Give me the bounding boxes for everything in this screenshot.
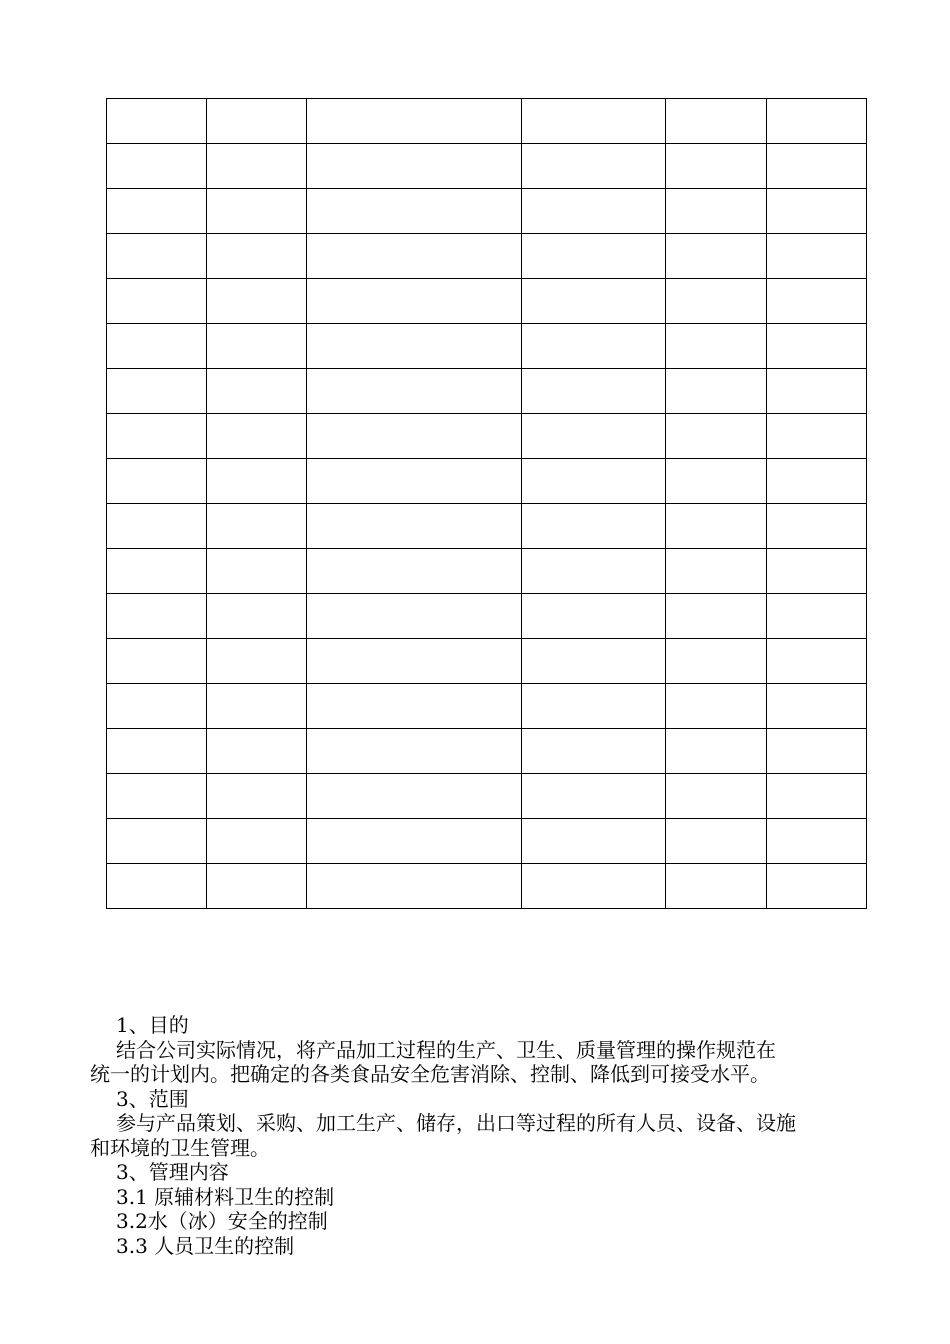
table-cell <box>666 864 767 909</box>
table-cell <box>307 819 522 864</box>
table-row <box>107 504 867 549</box>
table-cell <box>522 504 666 549</box>
table-cell <box>207 639 307 684</box>
table-cell <box>207 864 307 909</box>
table-cell <box>307 504 522 549</box>
table-cell <box>767 549 867 594</box>
table-row <box>107 369 867 414</box>
table-cell <box>522 639 666 684</box>
table-cell <box>207 549 307 594</box>
table-cell <box>522 324 666 369</box>
table-cell <box>307 684 522 729</box>
table-cell <box>107 594 207 639</box>
table-cell <box>666 549 767 594</box>
table-cell <box>522 684 666 729</box>
table-cell <box>522 729 666 774</box>
table-cell <box>666 819 767 864</box>
scope-paragraph-line-1: 参与产品策划、采购、加工生产、储存，出口等过程的所有人员、设备、设施 <box>116 1111 796 1135</box>
table-cell <box>107 99 207 144</box>
table-cell <box>107 459 207 504</box>
table-cell <box>307 774 522 819</box>
table-cell <box>107 189 207 234</box>
table-cell <box>207 279 307 324</box>
table-cell <box>767 369 867 414</box>
section-3-3: 3.3 人员卫生的控制 <box>116 1233 295 1258</box>
table-cell <box>207 414 307 459</box>
table-cell <box>207 684 307 729</box>
table-cell <box>767 864 867 909</box>
table-row <box>107 189 867 234</box>
table-cell <box>767 279 867 324</box>
table-cell <box>307 594 522 639</box>
table-cell <box>107 774 207 819</box>
table-cell <box>207 819 307 864</box>
table-cell <box>666 414 767 459</box>
table-row <box>107 99 867 144</box>
table-cell <box>207 324 307 369</box>
table-cell <box>207 504 307 549</box>
table-cell <box>767 189 867 234</box>
table-cell <box>666 189 767 234</box>
table-cell <box>666 774 767 819</box>
table-cell <box>307 729 522 774</box>
table-cell <box>107 369 207 414</box>
table-cell <box>107 144 207 189</box>
table-cell <box>522 459 666 504</box>
table-cell <box>522 594 666 639</box>
table-cell <box>207 459 307 504</box>
purpose-heading: 1、目的 <box>116 1013 189 1037</box>
table-cell <box>522 279 666 324</box>
table-cell <box>767 729 867 774</box>
table-cell <box>666 594 767 639</box>
table-cell <box>207 729 307 774</box>
table-cell <box>207 369 307 414</box>
record-table-body <box>107 99 867 909</box>
table-cell <box>666 99 767 144</box>
table-cell <box>666 369 767 414</box>
document-body <box>90 1013 890 1258</box>
table-cell <box>307 549 522 594</box>
table-cell <box>207 234 307 279</box>
table-cell <box>107 684 207 729</box>
table-row <box>107 549 867 594</box>
table-cell <box>307 369 522 414</box>
table-cell <box>666 504 767 549</box>
table-row <box>107 684 867 729</box>
table-cell <box>307 99 522 144</box>
table-cell <box>522 774 666 819</box>
table-cell <box>107 549 207 594</box>
table-row <box>107 459 867 504</box>
table-cell <box>522 99 666 144</box>
table-cell <box>767 324 867 369</box>
table-row <box>107 594 867 639</box>
table-cell <box>767 99 867 144</box>
table-cell <box>666 144 767 189</box>
table-cell <box>767 459 867 504</box>
table-cell <box>307 639 522 684</box>
table-cell <box>666 639 767 684</box>
table-row <box>107 774 867 819</box>
table-cell <box>666 324 767 369</box>
table-row <box>107 144 867 189</box>
table-cell <box>767 504 867 549</box>
table-cell <box>767 774 867 819</box>
table-cell <box>767 684 867 729</box>
management-content-heading: 3、管理内容 <box>116 1160 229 1184</box>
table-cell <box>107 729 207 774</box>
table-cell <box>307 414 522 459</box>
table-cell <box>767 414 867 459</box>
table-cell <box>207 99 307 144</box>
table-cell <box>767 144 867 189</box>
table-cell <box>307 279 522 324</box>
table-row <box>107 324 867 369</box>
table-row <box>107 234 867 279</box>
scope-paragraph-line-2: 和环境的卫生管理。 <box>90 1135 270 1160</box>
table-cell <box>307 864 522 909</box>
table-cell <box>767 639 867 684</box>
table-row <box>107 819 867 864</box>
table-row <box>107 414 867 459</box>
record-table <box>106 98 867 909</box>
table-cell <box>522 549 666 594</box>
table-cell <box>107 414 207 459</box>
table-cell <box>107 639 207 684</box>
table-cell <box>307 144 522 189</box>
table-cell <box>207 189 307 234</box>
table-cell <box>307 189 522 234</box>
table-cell <box>522 234 666 279</box>
table-cell <box>666 684 767 729</box>
table-cell <box>767 234 867 279</box>
table-cell <box>307 234 522 279</box>
table-cell <box>207 774 307 819</box>
section-3-2: 3.2水（冰）安全的控制 <box>116 1209 328 1233</box>
table-row <box>107 279 867 324</box>
table-cell <box>666 279 767 324</box>
purpose-paragraph-line-2: 统一的计划内。把确定的各类食品安全危害消除、控制、降低到可接受水平。 <box>90 1062 770 1086</box>
table-cell <box>666 729 767 774</box>
section-3-1: 3.1 原辅材料卫生的控制 <box>116 1184 335 1209</box>
table-row <box>107 729 867 774</box>
table-cell <box>767 594 867 639</box>
table-cell <box>522 414 666 459</box>
table-cell <box>107 504 207 549</box>
table-cell <box>666 234 767 279</box>
table-cell <box>107 234 207 279</box>
table-row <box>107 864 867 909</box>
table-cell <box>107 279 207 324</box>
table-cell <box>666 459 767 504</box>
table-cell <box>767 819 867 864</box>
table-cell <box>522 864 666 909</box>
table-cell <box>107 324 207 369</box>
table-cell <box>107 819 207 864</box>
purpose-paragraph-line-1: 结合公司实际情况，将产品加工过程的生产、卫生、质量管理的操作规范在 <box>116 1037 776 1062</box>
table-cell <box>207 594 307 639</box>
table-cell <box>107 864 207 909</box>
table-cell <box>522 819 666 864</box>
table-cell <box>522 369 666 414</box>
table-cell <box>522 144 666 189</box>
table-cell <box>307 459 522 504</box>
table-cell <box>522 189 666 234</box>
table-cell <box>307 324 522 369</box>
table-row <box>107 639 867 684</box>
scope-heading: 3、范围 <box>116 1086 189 1111</box>
table-cell <box>207 144 307 189</box>
